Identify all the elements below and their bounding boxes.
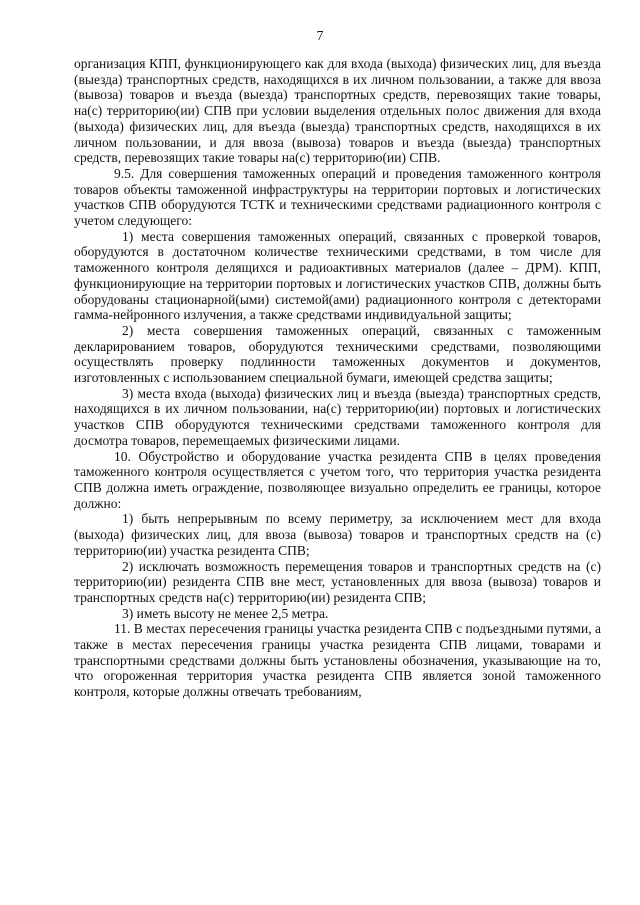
paragraph-10-item-1: 1) быть непрерывным по всему периметру, за исключением мест для входа (выхода) физических лиц, для ввоза (вывоза) товаров и транспортных средств на (с) территорию(ии) участка резидента СПВ; <box>74 511 601 558</box>
paragraph-11: 11. В местах пересечения границы участка резидента СПВ с подъездными путями, а также в местах пересечения границы участка резидента СПВ лицами, товарами и транспортными средствами должны быть установлены обозначения, указывающие на то, что огороженная территория участка резидента СПВ является зоной таможенного контроля, которые должны отвечать требованиям, <box>74 621 601 700</box>
paragraph-10-item-3: 3) иметь высоту не менее 2,5 метра. <box>122 605 329 621</box>
paragraph-kpp-organization: организация КПП, функционирующего как для входа (выхода) физических лиц, для въезда (выезда) транспортных средств, находящихся в их личном пользовании, а также для ввоза (вывоза) товаров и въезда (выезда) транспортных средств, перевозящих такие товары, на(с) территорию(ии) СПВ при условии выделения отдельных полос движения для входа (выхода) физических лиц, для въезда (выезда) транспортных средств, находящихся в их личном пользовании, и для ввоза (вывоза) товаров и въезда (выезда) транспортных средств, перевозящих такие товары на(с) территорию(ии) СПВ. <box>74 56 601 166</box>
paragraph-10-item-2: 2) исключать возможность перемещения товаров и транспортных средств на (с) территорию(ии) резидента СПВ вне мест, установленных для ввоза (вывоза) товаров и транспортных средств на(с) территорию(ии) резидента СПВ; <box>74 558 601 605</box>
page-number: 7 <box>316 28 324 43</box>
document-body <box>74 56 601 700</box>
paragraph-9-5-item-1: 1) места совершения таможенных операций, связанных с проверкой товаров, оборудуются в достаточном количестве техническими средствами, в том числе для таможенного контроля делящихся и радиоактивных материалов (далее – ДРМ). КПП, функционирующие на территории портовых и логистических участков СПВ, должны быть оборудованы стационарной(ыми) системой(ами) радиационного контроля с детекторами гамма-нейронного излучения, а также средствами индивидуальной защиты; <box>74 228 601 323</box>
paragraph-9-5-item-3: 3) места входа (выхода) физических лиц и въезда (выезда) транспортных средств, находящихся в их личном пользовании, на(с) территорию(ии) портовых и логистических участков СПВ оборудуются техническими средствами таможенного контроля для досмотра товаров, перемещаемых физическими лицами. <box>74 385 601 448</box>
paragraph-9-5: 9.5. Для совершения таможенных операций и проведения таможенного контроля товаров объекты таможенной инфраструктуры на территории портовых и логистических участков СПВ оборудуются ТСТК и техническими средствами радиационного контроля с учетом следующего: <box>74 165 601 229</box>
paragraph-9-5-item-2: 2) места совершения таможенных операций, связанных с таможенным декларированием товаров, оборудуются техническими средствами, позволяющими осуществлять проверку подлинности таможенных документов и документов, изготовленных с использованием специальной бумаги, имеющей средства защиты; <box>74 322 601 386</box>
paragraph-10: 10. Обустройство и оборудование участка резидента СПВ в целях проведения таможенного контроля осуществляется с учетом того, что территория участка резидента СПВ должна иметь ограждение, позволяющее визуально определить ее границы, которое должно: <box>74 448 601 511</box>
